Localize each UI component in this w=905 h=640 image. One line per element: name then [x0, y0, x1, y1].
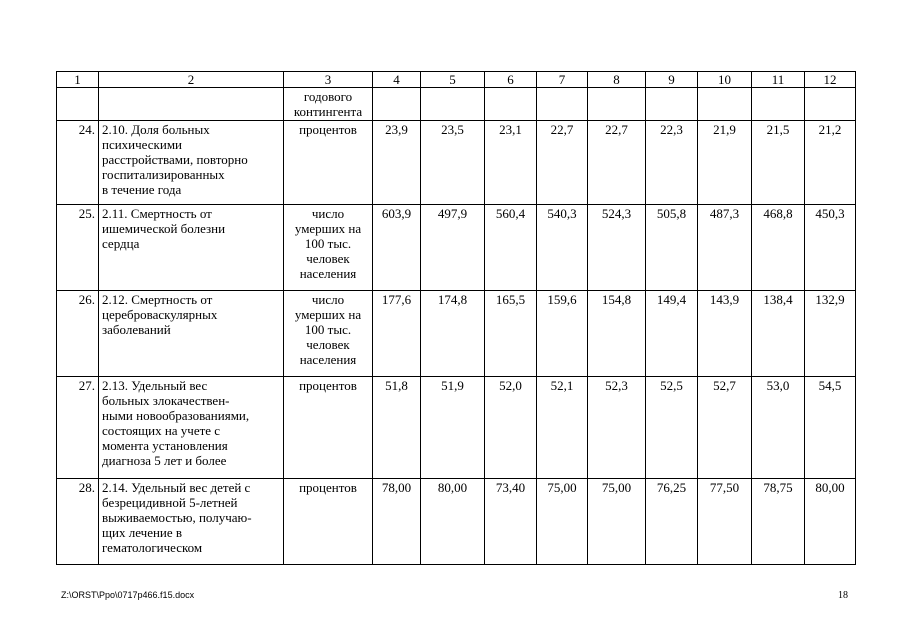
value-cell: [485, 88, 537, 121]
cell-line: сердца: [102, 236, 140, 251]
value-cell: 21,5: [752, 121, 805, 205]
value-cell: 76,25: [646, 479, 698, 565]
unit-of-measure: [284, 479, 373, 565]
cell-line: 2.13. Удельный вес: [102, 378, 208, 393]
value-cell: [646, 88, 698, 121]
cell-line: человек: [306, 337, 350, 352]
value-cell: 78,00: [373, 479, 421, 565]
column-number-6: 6: [485, 72, 537, 88]
column-number-12: 12: [805, 72, 856, 88]
cell-line: цереброваскулярных: [102, 307, 218, 322]
value-cell: 52,1: [537, 377, 588, 479]
value-cell: 149,4: [646, 291, 698, 377]
column-number-5: 5: [421, 72, 485, 88]
value-cell: [698, 88, 752, 121]
cell-line: психическими: [102, 137, 182, 152]
cell-line: выживаемостью, получаю-: [102, 510, 252, 525]
value-cell: [805, 88, 856, 121]
value-cell: 21,2: [805, 121, 856, 205]
cell-line: безрецидивной 5-летней: [102, 495, 238, 510]
page-number: 18: [838, 590, 848, 601]
value-cell: 143,9: [698, 291, 752, 377]
indicator-name: [99, 479, 284, 565]
unit-of-measure: [284, 377, 373, 479]
cell-line: контингента: [293, 104, 363, 119]
cell-line: заболеваний: [102, 322, 171, 337]
value-cell: [588, 88, 646, 121]
value-cell: 23,5: [421, 121, 485, 205]
cell-line: число: [311, 292, 345, 307]
row-number: 28.: [57, 479, 99, 565]
value-cell: 524,3: [588, 205, 646, 291]
cell-line: диагноза 5 лет и более: [102, 453, 227, 468]
value-cell: 468,8: [752, 205, 805, 291]
cell-line: 2.10. Доля больных: [102, 122, 210, 137]
row-number: [57, 88, 99, 121]
value-cell: 497,9: [421, 205, 485, 291]
cell-line: умерших на: [294, 221, 362, 236]
value-cell: 51,8: [373, 377, 421, 479]
cell-line: населения: [299, 352, 357, 367]
value-cell: 80,00: [805, 479, 856, 565]
column-number-7: 7: [537, 72, 588, 88]
value-cell: 560,4: [485, 205, 537, 291]
table-row: [57, 291, 856, 377]
value-cell: 505,8: [646, 205, 698, 291]
value-cell: [421, 88, 485, 121]
value-cell: 21,9: [698, 121, 752, 205]
cell-line: госпитализированных: [102, 167, 225, 182]
value-cell: 177,6: [373, 291, 421, 377]
value-cell: 52,5: [646, 377, 698, 479]
row-number: 25.: [57, 205, 99, 291]
cell-line: населения: [299, 266, 357, 281]
value-cell: 603,9: [373, 205, 421, 291]
cell-line: в течение года: [102, 182, 182, 197]
indicator-name: [99, 377, 284, 479]
unit-of-measure: [284, 291, 373, 377]
cell-line: 100 тыс.: [304, 322, 352, 337]
cell-line: годового: [303, 89, 353, 104]
indicator-name: [99, 205, 284, 291]
indicator-name: [99, 88, 284, 121]
indicator-name: [99, 121, 284, 205]
table-row: [57, 377, 856, 479]
cell-line: расстройствами, повторно: [102, 152, 248, 167]
cell-line: щих лечение в: [102, 525, 183, 540]
value-cell: [537, 88, 588, 121]
column-number-3: 3: [284, 72, 373, 88]
value-cell: 138,4: [752, 291, 805, 377]
value-cell: 77,50: [698, 479, 752, 565]
value-cell: 165,5: [485, 291, 537, 377]
unit-of-measure: [284, 121, 373, 205]
cell-line: число: [311, 206, 345, 221]
cell-line: ными новообразованиями,: [102, 408, 250, 423]
continuation-row: [57, 88, 856, 121]
value-cell: 22,3: [646, 121, 698, 205]
unit-of-measure: [284, 205, 373, 291]
value-cell: 159,6: [537, 291, 588, 377]
column-number-8: 8: [588, 72, 646, 88]
column-number-10: 10: [698, 72, 752, 88]
cell-line: процентов: [299, 122, 357, 137]
indicator-name: [99, 291, 284, 377]
column-number-11: 11: [752, 72, 805, 88]
cell-line: процентов: [299, 480, 357, 495]
cell-line: 100 тыс.: [304, 236, 352, 251]
cell-line: 2.14. Удельный вес детей с: [102, 480, 251, 495]
value-cell: 78,75: [752, 479, 805, 565]
value-cell: 487,3: [698, 205, 752, 291]
cell-line: 2.11. Смертность от: [102, 206, 212, 221]
value-cell: [373, 88, 421, 121]
value-cell: 52,0: [485, 377, 537, 479]
column-number-2: 2: [99, 72, 284, 88]
table-body: [57, 72, 856, 565]
value-cell: 22,7: [537, 121, 588, 205]
column-number-9: 9: [646, 72, 698, 88]
cell-line: момента установления: [102, 438, 228, 453]
value-cell: 23,1: [485, 121, 537, 205]
column-number-4: 4: [373, 72, 421, 88]
value-cell: 540,3: [537, 205, 588, 291]
cell-line: больных злокачествен-: [102, 393, 230, 408]
value-cell: 73,40: [485, 479, 537, 565]
table-row: [57, 121, 856, 205]
cell-line: ишемической болезни: [102, 221, 226, 236]
column-number-row: [57, 72, 856, 88]
cell-line: гематологическом: [102, 540, 203, 555]
cell-line: умерших на: [294, 307, 362, 322]
row-number: 26.: [57, 291, 99, 377]
table-row: [57, 479, 856, 565]
unit-of-measure: [284, 88, 373, 121]
row-number: 27.: [57, 377, 99, 479]
value-cell: 51,9: [421, 377, 485, 479]
indicator-table: [56, 71, 856, 565]
cell-line: процентов: [299, 378, 357, 393]
value-cell: 154,8: [588, 291, 646, 377]
value-cell: 132,9: [805, 291, 856, 377]
table-row: [57, 205, 856, 291]
value-cell: 53,0: [752, 377, 805, 479]
cell-line: состоящих на учете с: [102, 423, 221, 438]
value-cell: 54,5: [805, 377, 856, 479]
value-cell: 450,3: [805, 205, 856, 291]
row-number: 24.: [57, 121, 99, 205]
value-cell: 23,9: [373, 121, 421, 205]
value-cell: 75,00: [588, 479, 646, 565]
value-cell: [752, 88, 805, 121]
cell-line: 2.12. Смертность от: [102, 292, 213, 307]
value-cell: 22,7: [588, 121, 646, 205]
file-path: Z:\ORST\Ppo\0717p466.f15.docx: [61, 590, 195, 600]
value-cell: 75,00: [537, 479, 588, 565]
cell-line: человек: [306, 251, 350, 266]
value-cell: 52,3: [588, 377, 646, 479]
value-cell: 174,8: [421, 291, 485, 377]
value-cell: 80,00: [421, 479, 485, 565]
column-number-1: 1: [57, 72, 99, 88]
value-cell: 52,7: [698, 377, 752, 479]
